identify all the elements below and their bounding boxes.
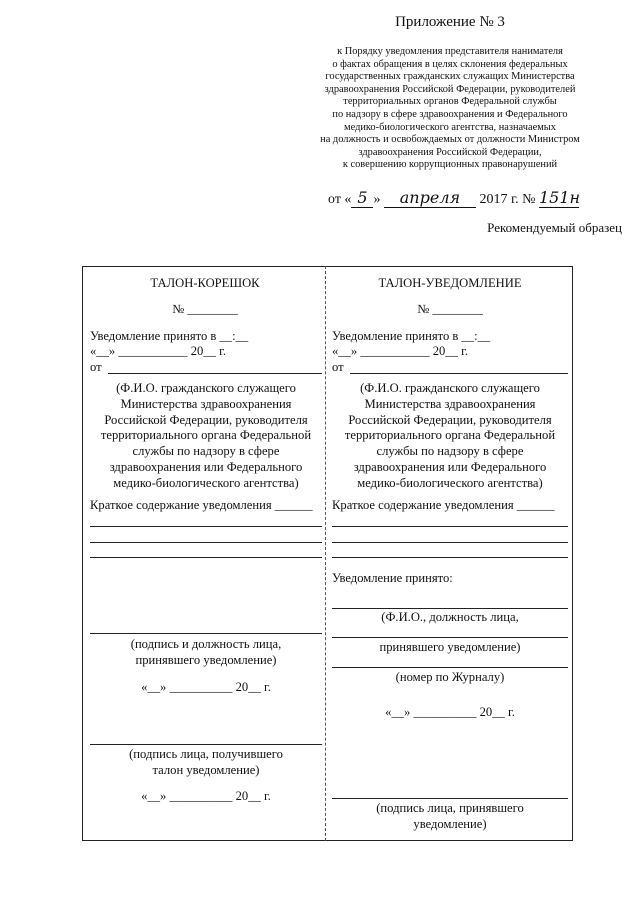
handwritten-month: апреля (384, 188, 476, 208)
notice-fio-caption: (Ф.И.О., должность лица, (381, 610, 519, 624)
subtitle-line: территориальных органов Федеральной службы (343, 96, 557, 108)
caption-line: (подпись лица, принявшего (376, 801, 524, 815)
caption-line: службы по надзору в сфере (132, 444, 280, 459)
caption-line: Министерства здравоохранения (364, 396, 536, 411)
handwritten-number: 151н (538, 188, 581, 207)
subtitle-line: к Порядку уведомления представителя нанимателя (337, 46, 563, 57)
notice-fio-caption-2: принявшего уведомление) (379, 640, 521, 654)
date-prefix: от « (328, 192, 352, 207)
caption-line: (Ф.И.О. гражданского служащего (116, 381, 296, 395)
handwritten-day: 5 (351, 188, 373, 208)
caption-line: Российской Федерации, руководителя (104, 412, 308, 427)
date-mid: » (373, 192, 381, 207)
notice-summary-label: Краткое содержание уведомления ______ (332, 498, 555, 512)
order-date-line (328, 188, 579, 208)
stub-from-label: от (90, 360, 102, 374)
stub-title: ТАЛОН-КОРЕШОК (150, 276, 260, 290)
notice-person-caption (328, 381, 572, 492)
notice-signature-line (332, 798, 568, 799)
stub-signature-line (90, 633, 322, 634)
stub-date-3: «__» __________ 20__ г. (141, 789, 271, 803)
stub-receiver-caption (88, 746, 324, 778)
stub-from-line (108, 373, 322, 374)
stub-accepted-time: Уведомление принято в __:__ (90, 329, 249, 343)
notice-journal-caption: (номер по Журналу) (395, 670, 505, 684)
subtitle-line: к совершению коррупционных правонарушений (342, 159, 558, 171)
subtitle-line: здравоохранения Российской Федерации, руководителей (324, 83, 576, 95)
stub-receiver-signature-line (90, 744, 322, 745)
notice-accepted-label: Уведомление принято: (332, 571, 453, 585)
caption-line: (подпись лица, получившего (129, 747, 283, 761)
stub-summary-label: Краткое содержание уведомления ______ (90, 498, 313, 512)
stub-signature-caption (88, 636, 324, 668)
notice-accepted-time: Уведомление принято в __:__ (332, 329, 491, 343)
caption-line: (подпись и должность лица, (130, 637, 282, 651)
stub-summary-line (90, 526, 322, 527)
stub-summary-line (90, 542, 322, 543)
appendix-subtitle (285, 46, 615, 172)
caption-line: Министерства здравоохранения (120, 396, 292, 411)
caption-line: (Ф.И.О. гражданского служащего (360, 381, 540, 395)
cut-line (325, 266, 326, 841)
notice-summary-line (332, 557, 568, 558)
caption-line: медико-биологического агентства) (357, 475, 543, 490)
subtitle-line: по надзору в сфере здравоохранения и Федерального (332, 108, 568, 120)
caption-line: уведомление) (413, 817, 487, 831)
caption-line: принявшего уведомление) (135, 653, 277, 667)
date-year: 2017 г. № (479, 192, 536, 207)
subtitle-line: на должность и освобождаемых от должности Министром (320, 134, 580, 146)
notice-date-2: «__» __________ 20__ г. (385, 705, 515, 719)
recommended-sample-label: Рекомендуемый образец (487, 220, 622, 235)
stub-number: № ________ (172, 302, 238, 316)
notice-from-line (350, 373, 568, 374)
stub-date: «__» ___________ 20__ г. (90, 344, 226, 358)
caption-line: талон уведомление) (152, 763, 260, 777)
notice-from-label: от (332, 360, 344, 374)
appendix-title: Приложение № 3 (395, 14, 505, 30)
stub-summary-line (90, 557, 322, 558)
subtitle-line: здравоохранения Российской Федерации, (358, 146, 542, 158)
notice-signature-caption (330, 800, 570, 832)
notice-fio-line-2 (332, 637, 568, 638)
notice-journal-line (332, 667, 568, 668)
notice-summary-line (332, 526, 568, 527)
notice-title: ТАЛОН-УВЕДОМЛЕНИЕ (378, 276, 522, 290)
caption-line: территориального органа Федеральной (100, 428, 312, 443)
caption-line: медико-биологического агентства) (113, 475, 299, 490)
caption-line: здравоохранения или Федерального (109, 459, 303, 474)
subtitle-line: государственных гражданских служащих Министерства (325, 71, 575, 83)
notice-date: «__» ___________ 20__ г. (332, 344, 468, 358)
subtitle-line: медико-биологического агентства, назначаемых (344, 121, 556, 133)
caption-line: службы по надзору в сфере (376, 444, 524, 459)
caption-line: здравоохранения или Федерального (353, 459, 547, 474)
notice-summary-line (332, 542, 568, 543)
caption-line: Российской Федерации, руководителя (348, 412, 552, 427)
subtitle-line: о фактах обращения в целях склонения федеральных (332, 58, 568, 70)
stub-person-caption (86, 381, 326, 492)
notice-number: № ________ (417, 302, 483, 316)
stub-date-2: «__» __________ 20__ г. (141, 680, 271, 694)
caption-line: территориального органа Федеральной (344, 428, 556, 443)
notice-fio-line (332, 608, 568, 609)
